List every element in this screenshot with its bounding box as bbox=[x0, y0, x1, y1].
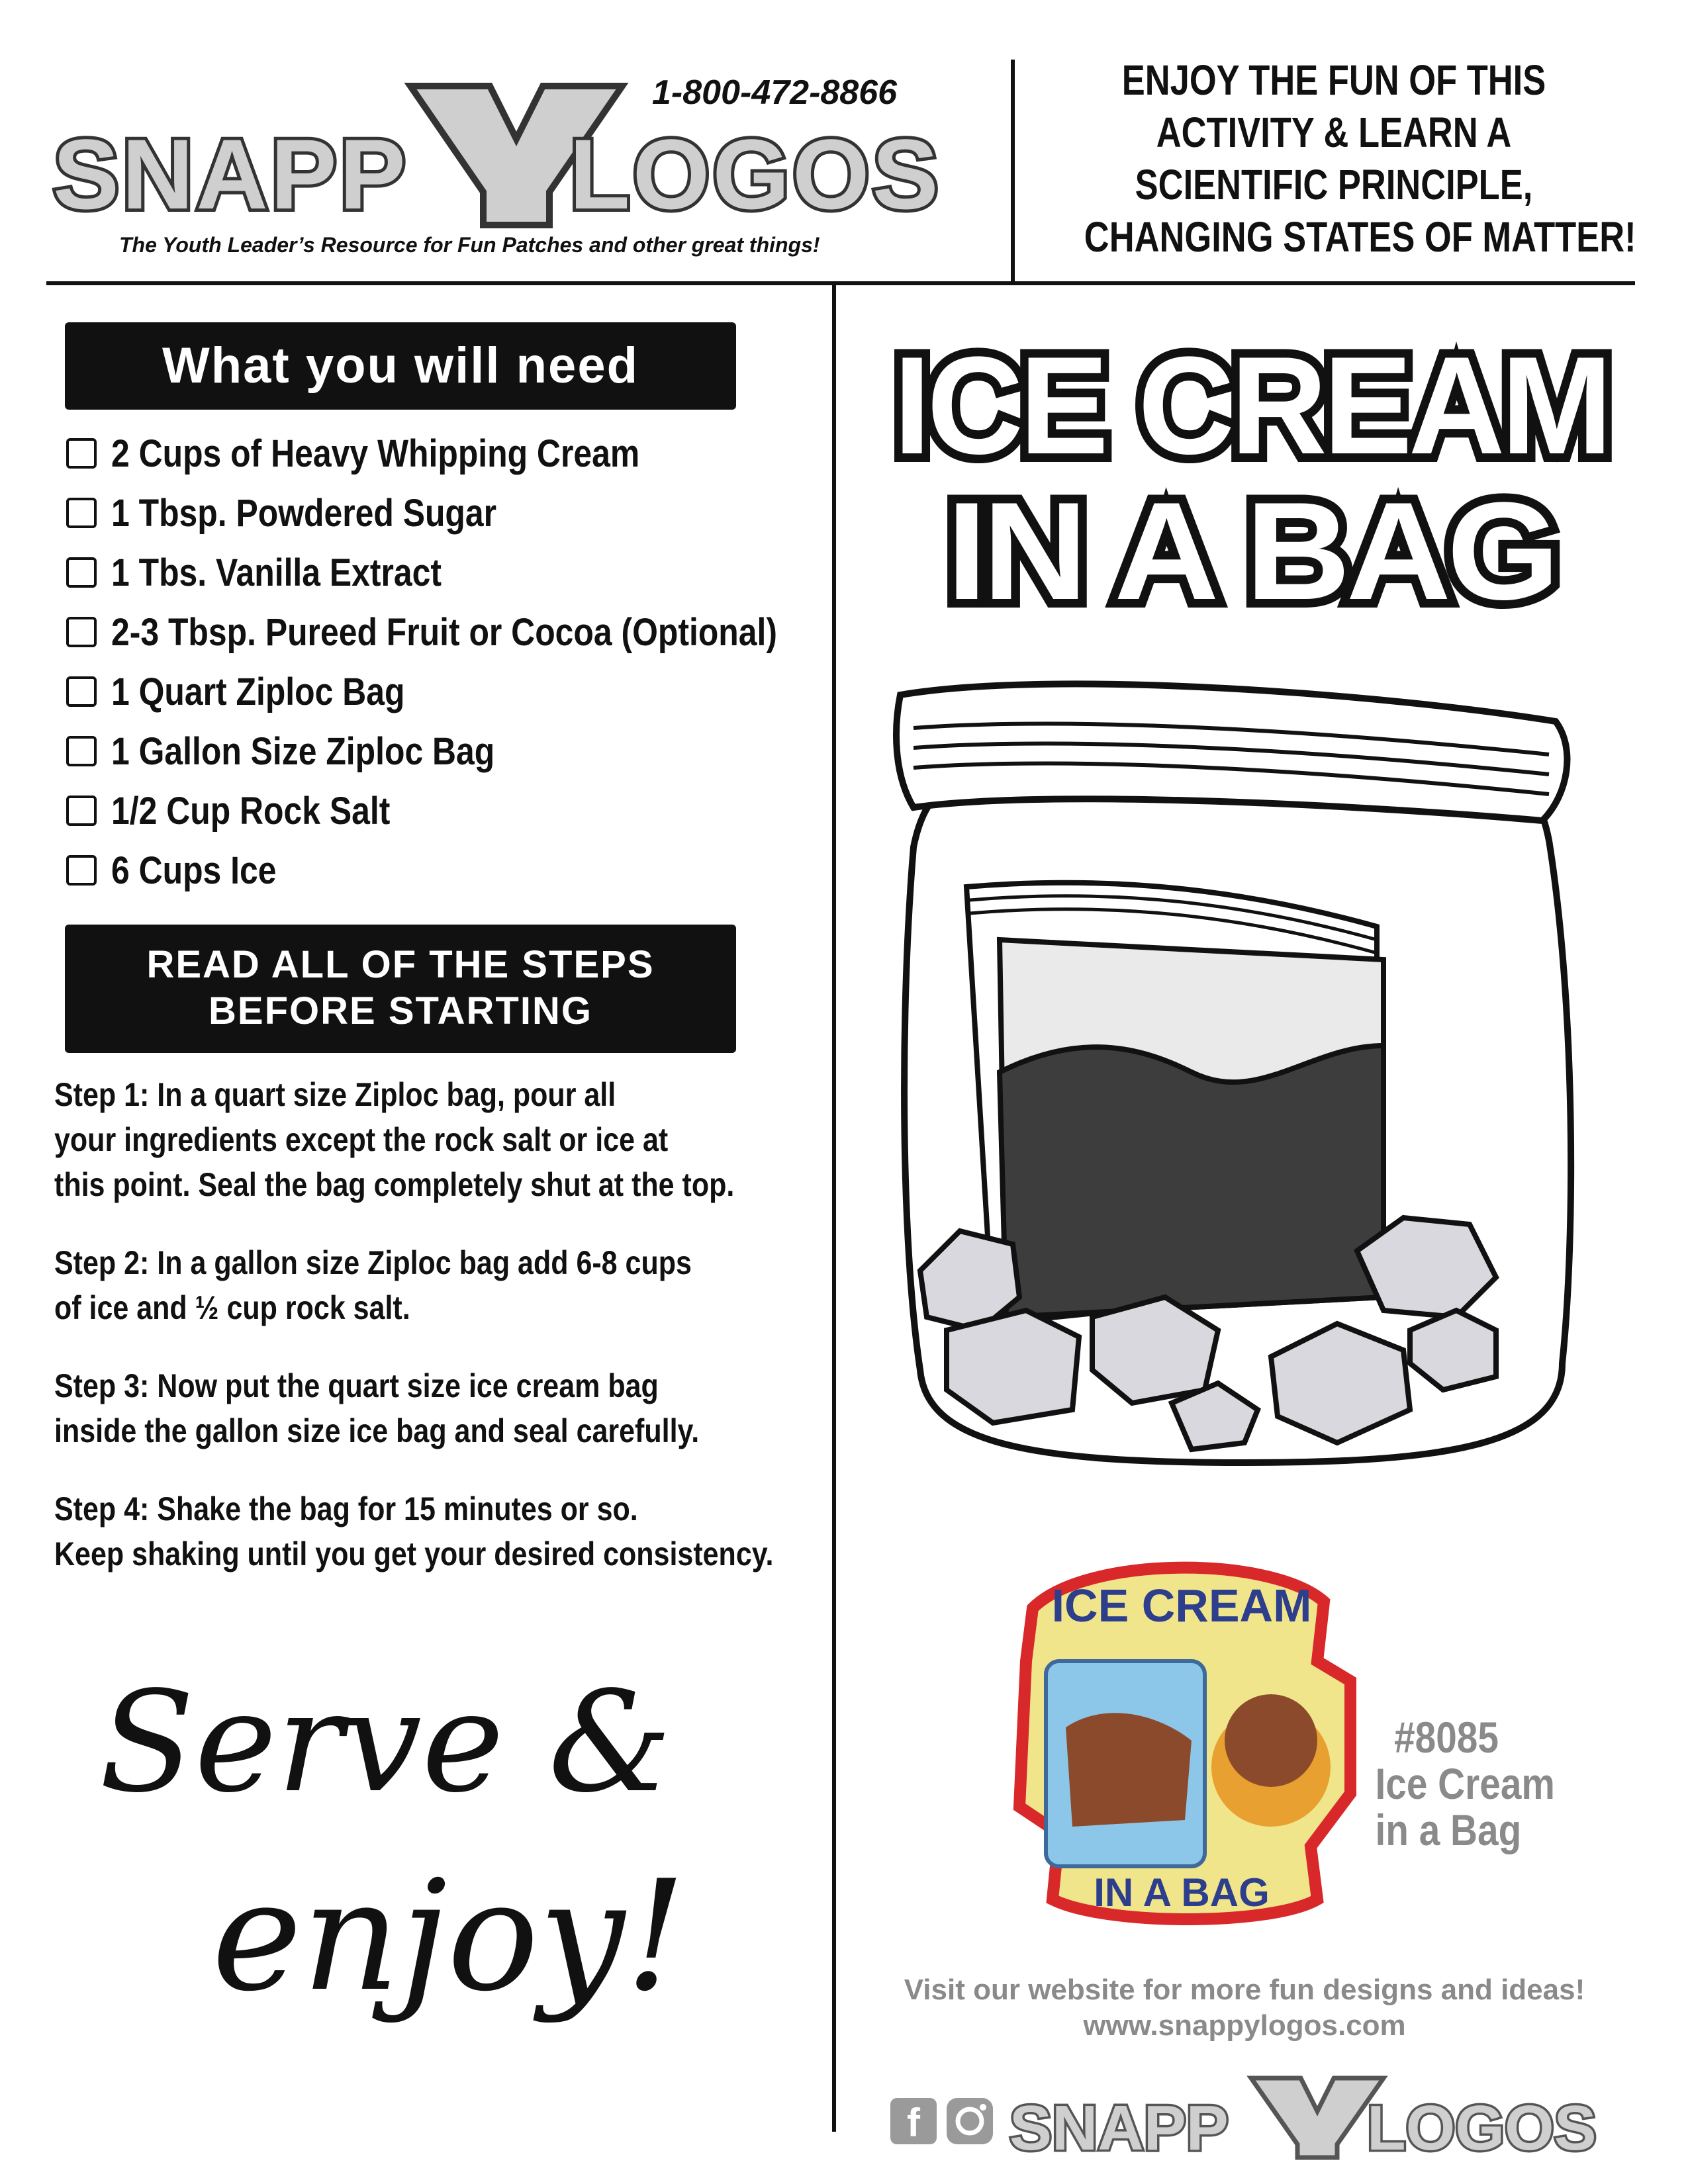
tagline: The Youth Leader’s Resource for Fun Patches and other great things! bbox=[119, 233, 820, 257]
checkbox[interactable] bbox=[66, 796, 97, 826]
checklist-item-label: 2-3 Tbsp. Pureed Fruit or Cocoa (Optional) bbox=[111, 610, 777, 654]
notice-line: READ ALL OF THE STEPS bbox=[146, 943, 655, 986]
ice-cream-patch[interactable] bbox=[1006, 1529, 1357, 1926]
checklist-item-label: 6 Cups Ice bbox=[111, 848, 277, 892]
step-label: Step 3: bbox=[54, 1367, 150, 1404]
checklist-item-label: 1 Quart Ziploc Bag bbox=[111, 670, 405, 713]
patch-bottom-text: IN A BAG bbox=[1094, 1870, 1270, 1915]
steps-list bbox=[54, 1072, 835, 1610]
patch-number: #8085 bbox=[1394, 1713, 1499, 1762]
checklist-item-label: 1 Gallon Size Ziploc Bag bbox=[111, 729, 495, 773]
step-text: your ingredients except the rock salt or ice at bbox=[54, 1121, 669, 1158]
step-text: In a quart size Ziploc bag, pour all bbox=[149, 1076, 616, 1113]
checklist-item-label: 1 Tbsp. Powdered Sugar bbox=[111, 491, 497, 535]
checklist-item[interactable] bbox=[66, 841, 827, 900]
header-divider bbox=[1011, 60, 1015, 285]
needs-checklist bbox=[66, 424, 827, 900]
notice-line: BEFORE STARTING bbox=[209, 989, 592, 1032]
step-3 bbox=[54, 1363, 835, 1453]
checkbox[interactable] bbox=[66, 557, 97, 588]
checkbox[interactable] bbox=[66, 676, 97, 707]
promo-line: ACTIVITY & LEARN A bbox=[1156, 109, 1512, 156]
checklist-item[interactable] bbox=[66, 781, 827, 841]
patch-name-line: Ice Cream bbox=[1375, 1759, 1555, 1808]
footer-logo-left: SNAPP bbox=[1009, 2093, 1229, 2163]
step-label: Step 2: bbox=[54, 1244, 150, 1281]
header-rule bbox=[46, 281, 1635, 285]
checklist-item[interactable] bbox=[66, 543, 827, 602]
needs-heading: What you will need bbox=[65, 322, 736, 410]
checklist-item-label: 2 Cups of Heavy Whipping Cream bbox=[111, 432, 640, 475]
step-text: this point. Seal the bag completely shut at the top. bbox=[54, 1166, 735, 1203]
step-label: Step 1: bbox=[54, 1076, 150, 1113]
checklist-item[interactable] bbox=[66, 662, 827, 721]
phone-number[interactable]: 1-800-472-8866 bbox=[652, 73, 898, 112]
promo-line: ENJOY THE FUN OF THIS bbox=[1121, 56, 1546, 104]
checklist-item[interactable] bbox=[66, 721, 827, 781]
title-line-1: ICE CREAM bbox=[894, 328, 1609, 483]
checklist-item[interactable] bbox=[66, 424, 827, 483]
checkbox[interactable] bbox=[66, 617, 97, 647]
step-label: Step 4: bbox=[54, 1490, 150, 1527]
step-text: Keep shaking until you get your desired consistency. bbox=[54, 1535, 774, 1572]
checklist-item[interactable] bbox=[66, 602, 827, 662]
footer-logo-right: LOGOS bbox=[1367, 2093, 1597, 2163]
website-link[interactable]: www.snappylogos.com bbox=[1083, 2009, 1406, 2042]
footer-logo-bar bbox=[890, 2071, 1612, 2164]
enjoy-line: enjoy! bbox=[212, 1848, 686, 2025]
read-steps-notice bbox=[65, 925, 736, 1053]
checklist-item-label: 1 Tbs. Vanilla Extract bbox=[111, 551, 442, 594]
step-4 bbox=[54, 1486, 835, 1576]
patch-ice-cream bbox=[1066, 1713, 1192, 1827]
checkbox[interactable] bbox=[66, 855, 97, 886]
step-text: Shake the bag for 15 minutes or so. bbox=[149, 1490, 638, 1527]
serve-line: Serve & bbox=[99, 1661, 673, 1823]
step-text: inside the gallon size ice bag and seal carefully. bbox=[54, 1412, 700, 1449]
patch-name-line: in a Bag bbox=[1375, 1805, 1522, 1854]
step-2 bbox=[54, 1240, 835, 1330]
promo-line: CHANGING STATES OF MATTER! bbox=[1084, 213, 1636, 261]
step-text: of ice and ½ cup rock salt. bbox=[54, 1289, 410, 1326]
patch-info bbox=[1364, 1713, 1555, 1854]
title-line-2: IN A BAG bbox=[947, 473, 1556, 629]
checkbox[interactable] bbox=[66, 736, 97, 766]
promo-text bbox=[1029, 54, 1638, 263]
svg-text:f: f bbox=[907, 2101, 920, 2145]
main-title bbox=[867, 321, 1635, 632]
step-text: Now put the quart size ice cream bag bbox=[149, 1367, 659, 1404]
step-text: In a gallon size Ziploc bag add 6-8 cups bbox=[149, 1244, 692, 1281]
bag-seal bbox=[896, 684, 1567, 821]
ice-cream-bag-illustration bbox=[861, 675, 1615, 1522]
website-promo bbox=[847, 1972, 1642, 2044]
footer-logo-y bbox=[1251, 2078, 1383, 2158]
patch-scoop bbox=[1225, 1694, 1317, 1787]
logo-text-right: LOGOS bbox=[569, 118, 941, 230]
promo-line: SCIENTIFIC PRINCIPLE, bbox=[1135, 161, 1533, 208]
checklist-item-label: 1/2 Cup Rock Salt bbox=[111, 789, 391, 833]
checkbox[interactable] bbox=[66, 438, 97, 469]
checkbox[interactable] bbox=[66, 498, 97, 528]
instagram-icon bbox=[947, 2098, 993, 2144]
ice-cream-mix bbox=[1000, 1046, 1383, 1317]
visit-text: Visit our website for more fun designs and ideas! bbox=[904, 1974, 1585, 2006]
logo-text-left: SNAPP bbox=[53, 118, 408, 230]
patch-top-text: ICE CREAM bbox=[1051, 1580, 1312, 1631]
checklist-item[interactable] bbox=[66, 483, 827, 543]
step-1 bbox=[54, 1072, 835, 1207]
serve-and-enjoy bbox=[93, 1625, 755, 2055]
